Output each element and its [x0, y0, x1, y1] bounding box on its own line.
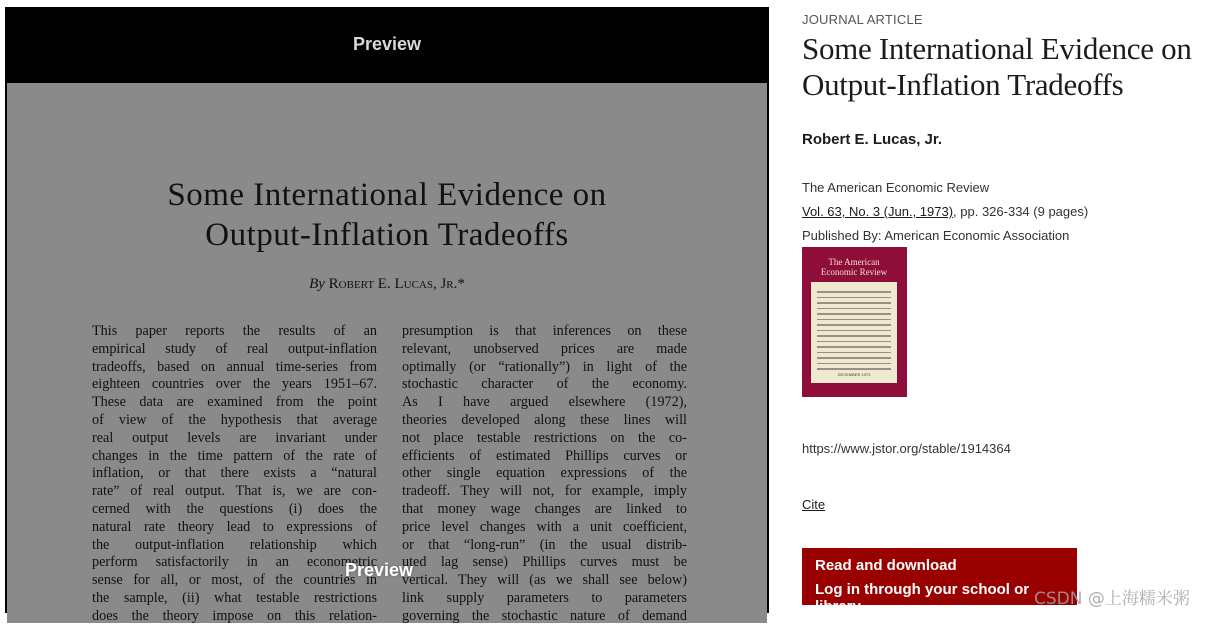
- document-text-line: price level changes with a unit coefficient,: [402, 518, 687, 535]
- document-text-line: that money wage changes are linked to: [402, 500, 687, 517]
- document-text-line: presumption is that inferences on these: [402, 323, 687, 339]
- document-byline: [7, 276, 767, 293]
- cover-page: [811, 255, 897, 383]
- document-text-line: theories developed along these lines will: [402, 411, 687, 428]
- preview-panel: [5, 7, 769, 624]
- cover-date: DECEMBER 1973: [837, 372, 871, 377]
- document-text-line: stochastic character of the economy.: [402, 376, 687, 393]
- issue-pages: , pp. 326-334 (9 pages): [953, 204, 1089, 219]
- journal-cover-image[interactable]: [802, 247, 907, 397]
- issue-link[interactable]: Vol. 63, No. 3 (Jun., 1973): [802, 204, 954, 219]
- document-text-line: relevant, unobserved prices are made: [402, 340, 687, 357]
- document-title: [7, 175, 767, 255]
- document-text-line: sense for all, or most, of the countries in: [92, 572, 377, 589]
- byline-author: Robert E. Lucas, Jr.*: [328, 276, 465, 292]
- article-author[interactable]: Robert E. Lucas, Jr.: [802, 131, 943, 148]
- document-title-line: Output-Inflation Tradeoffs: [205, 217, 569, 253]
- document-text-line: These data are examined from the point: [92, 394, 377, 411]
- document-column-right: [402, 323, 687, 626]
- cover-title: The American Economic Review: [811, 255, 897, 282]
- document-text-line: or that “long-run” (in the usual distrib-: [402, 536, 687, 553]
- preview-header: Preview: [352, 33, 422, 54]
- byline-prefix: By: [309, 276, 325, 292]
- document-text-line: the output-inflation relationship which: [92, 536, 377, 553]
- read-button-subtitle: Log in through your school or library: [815, 581, 1030, 615]
- document-text-line: tradeoff. They will not, for example, imply: [402, 483, 687, 500]
- document-text-line: vertical. They will (as we shall see below): [402, 572, 687, 589]
- document-text-line: tradeoffs, based on annual time-series from: [92, 358, 377, 375]
- document-text-line: changes in the time pattern of the rate of: [92, 447, 377, 464]
- document-text-line: not place testable restrictions on the co-: [402, 429, 687, 446]
- cite-link[interactable]: Cite: [802, 497, 826, 512]
- document-text-line: cerned with the questions (i) does the: [92, 500, 377, 517]
- publisher: Published By: American Economic Association: [802, 228, 1070, 243]
- read-button-title: Read and download: [815, 557, 957, 574]
- document-text-line: the sample, (ii) what testable restrictions: [92, 589, 377, 606]
- document-page-preview[interactable]: [7, 83, 767, 623]
- document-text-line: optimally (or “rationally”) in light of the: [402, 358, 687, 375]
- document-text-line: As I have argued elsewhere (1972),: [402, 394, 687, 411]
- watermark: CSDN @上海糯米粥: [1034, 589, 1190, 609]
- document-text-line: governing the stochastic nature of demand: [402, 607, 687, 624]
- article-title: Some International Evidence on Output-Inflation Tradeoffs: [802, 31, 1192, 102]
- issue-info: [802, 204, 1088, 219]
- document-column-left: [92, 323, 377, 626]
- document-text-line: natural rate theory lead to expressions of: [92, 518, 377, 535]
- document-text-line: does the theory impose on this relation-: [92, 607, 377, 624]
- content-type-label: JOURNAL ARTICLE: [802, 12, 923, 27]
- document-text-line: inflation, or that there exists a “natural: [92, 465, 377, 482]
- document-text-line: other single equation expressions of the: [402, 465, 687, 482]
- document-text-line: empirical study of real output-inflation: [92, 340, 377, 357]
- document-text-line: rate” of real output. That is, we are con-: [92, 483, 377, 500]
- document-title-line: Some International Evidence on: [167, 177, 607, 213]
- stable-url: https://www.jstor.org/stable/1914364: [802, 441, 1011, 456]
- document-text-line: eighteen countries over the years 1951–67.: [92, 376, 377, 393]
- document-text-line: efficients of estimated Phillips curves or: [402, 447, 687, 464]
- document-text-line: real output levels are invariant under: [92, 429, 377, 446]
- cover-contents-lines: [817, 291, 891, 374]
- document-text-line: link supply parameters to parameters: [402, 589, 687, 606]
- document-text-line: of view of the hypothesis that average: [92, 411, 377, 428]
- document-text-line: This paper reports the results of an: [92, 323, 377, 339]
- journal-name: The American Economic Review: [802, 180, 990, 195]
- document-text-line: perform satisfactorily in an econometric: [92, 554, 377, 571]
- preview-overlay-label[interactable]: Preview: [345, 560, 414, 580]
- document-text-line: uted lag sense) Phillips curves must be: [402, 554, 687, 571]
